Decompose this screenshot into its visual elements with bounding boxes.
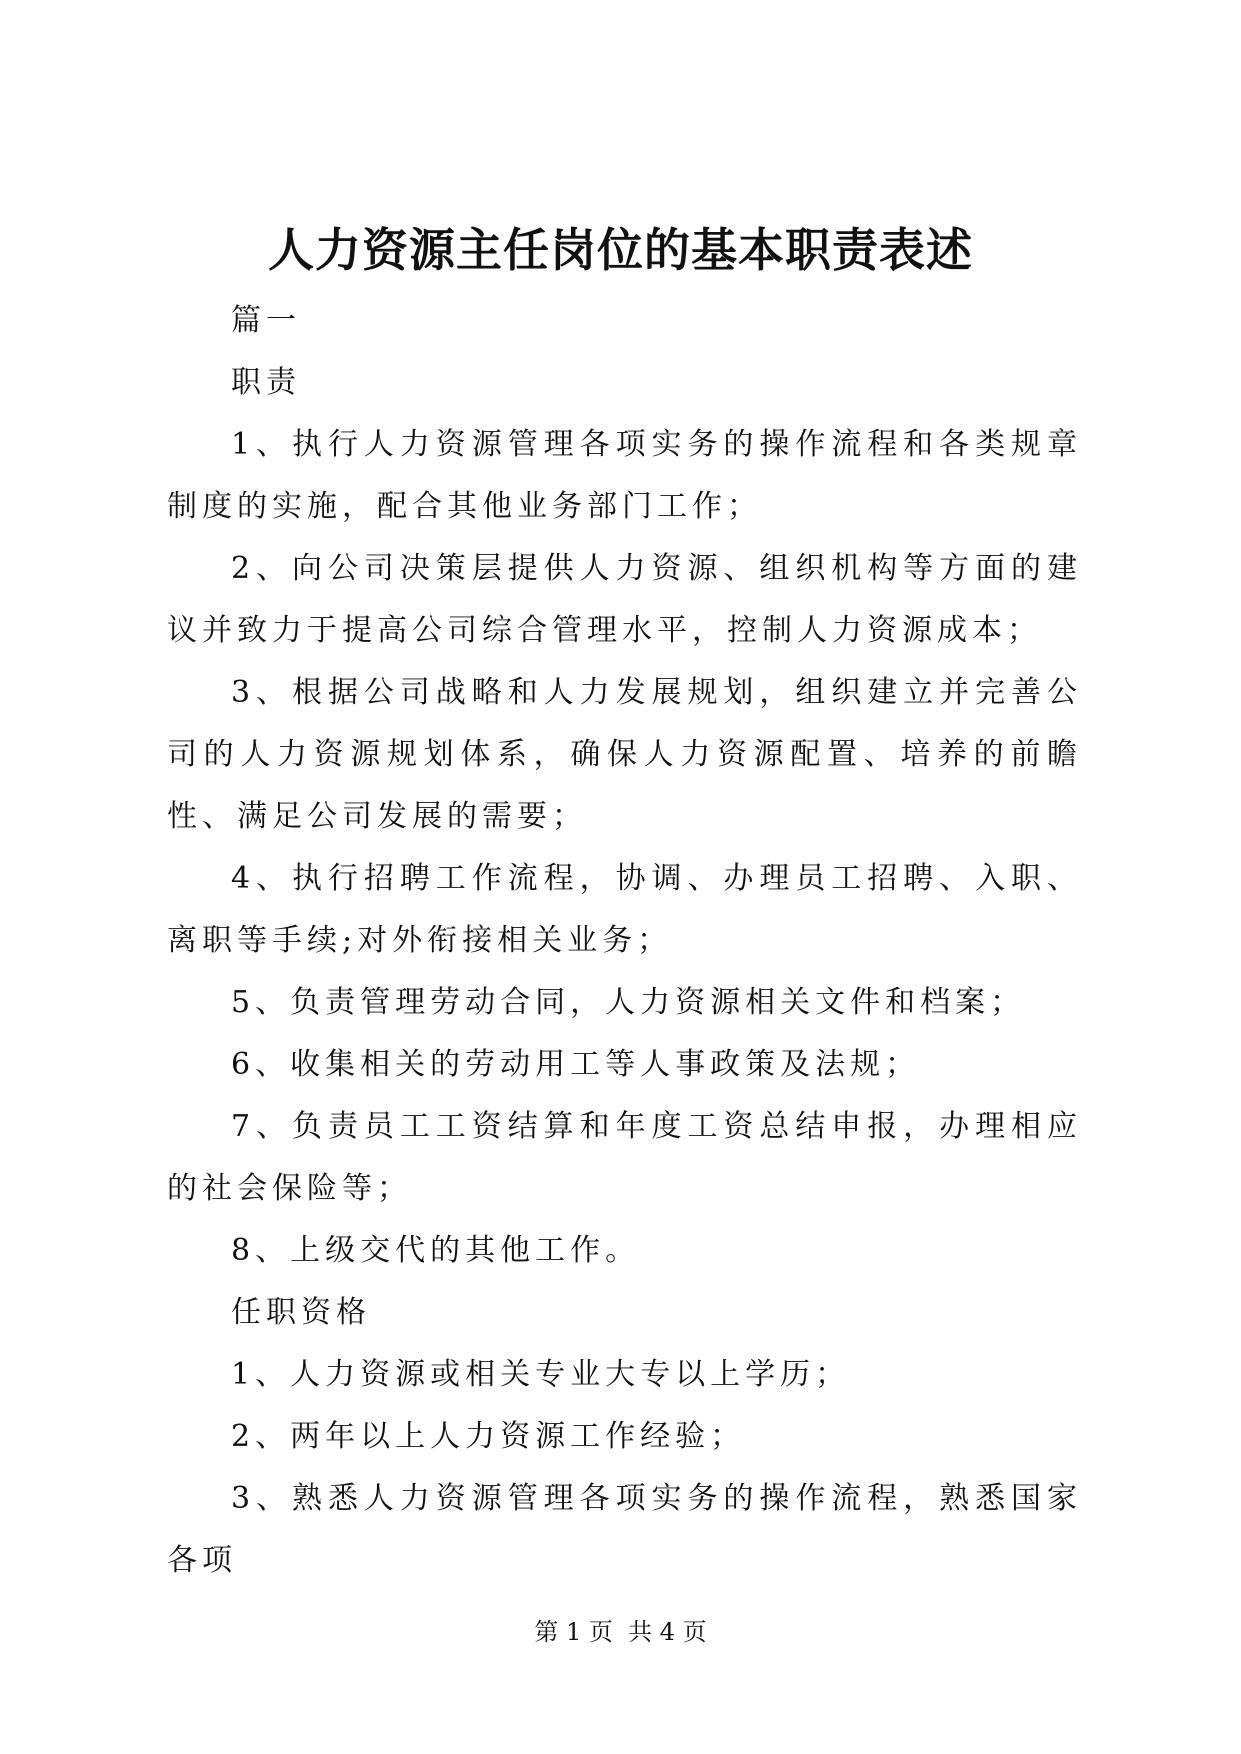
duty-item-8: 8、上级交代的其他工作。 [231,1233,641,1268]
qualification-item-3: 3、熟悉人力资源管理各项实务的操作流程，熟悉国家各项 [167,1481,1082,1578]
page-footer: 第 1 页 共 4 页 [534,1618,707,1646]
section-heading-qualifications: 任职资格 [231,1295,371,1330]
document-title: 人力资源主任岗位的基本职责表述 [268,223,973,277]
duty-item-1: 1、执行人力资源管理各项实务的操作流程和各类规章制度的实施，配合其他业务部门工作； [167,427,1082,524]
duty-item-2: 2、向公司决策层提供人力资源、组织机构等方面的建议并致力于提高公司综合管理水平，控制人力资源成本； [167,551,1082,648]
section-heading-pian-yi: 篇一 [231,303,301,338]
duty-item-7: 7、负责员工工资结算和年度工资总结申报，办理相应的社会保险等； [167,1109,1082,1206]
duty-item-6: 6、收集相关的劳动用工等人事政策及法规； [231,1047,921,1082]
duty-item-5: 5、负责管理劳动合同，人力资源相关文件和档案； [231,985,1026,1020]
qualification-item-1: 1、人力资源或相关专业大专以上学历； [231,1357,851,1392]
document-body [167,290,1082,1592]
duty-item-3: 3、根据公司战略和人力发展规划，组织建立并完善公司的人力资源规划体系，确保人力资源配置、培养的前瞻性、满足公司发展的需要； [167,675,1082,834]
section-heading-duties: 职责 [231,365,301,400]
duty-item-4: 4、执行招聘工作流程，协调、办理员工招聘、入职、离职等手续;对外衔接相关业务； [167,861,1082,958]
qualification-item-2: 2、两年以上人力资源工作经验； [231,1419,746,1454]
